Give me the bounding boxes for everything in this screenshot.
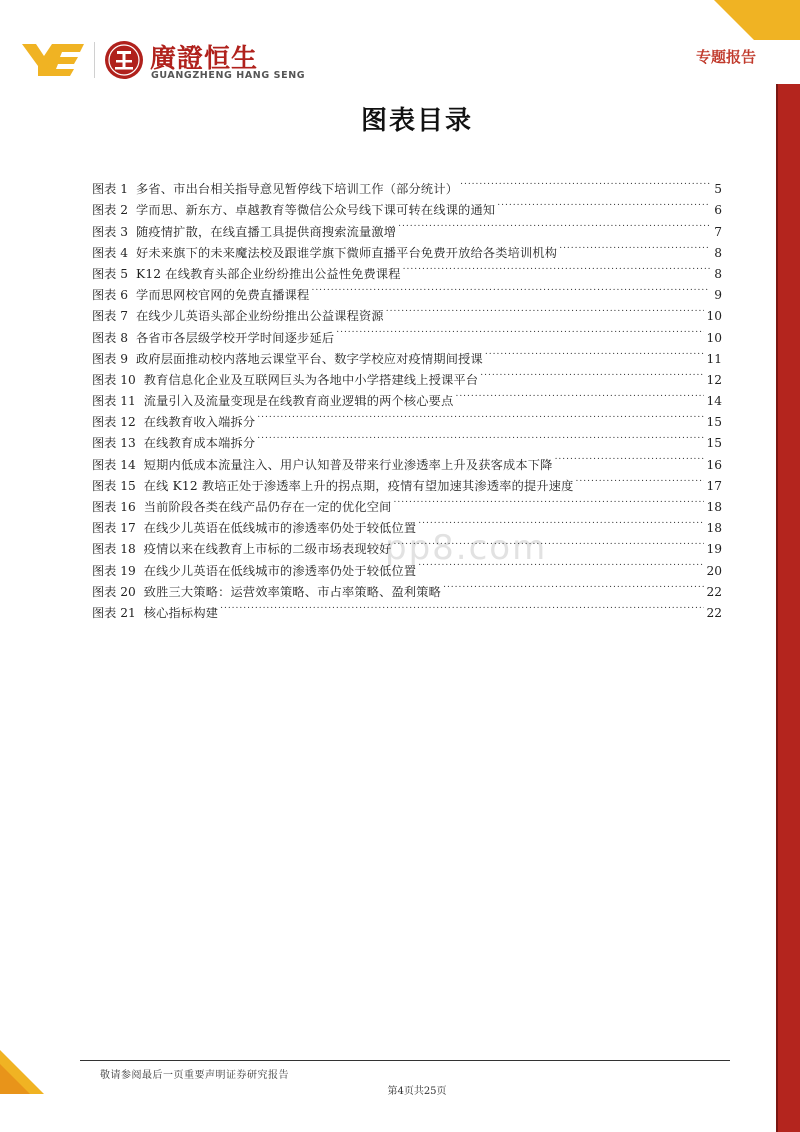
toc-entry-title: 当前阶段各类在线产品仍存在一定的优化空间 [143, 500, 392, 514]
toc-entry[interactable] [92, 172, 722, 197]
logo-divider [94, 42, 95, 78]
toc-entry-label: 图表 3 [92, 224, 129, 239]
toc-entry-label: 图表 10 [92, 372, 136, 387]
toc-entry-page: 22 [706, 584, 722, 599]
toc-leader-dots [555, 447, 705, 468]
toc-entry-title: 疫情以来在线教育上市标的二级市场表现较好 [143, 542, 392, 557]
toc-entry-title: 在线少儿英语在低线城市的渗透率仍处于较低位置 [143, 521, 417, 536]
toc-entry-title: 在线少儿英语头部企业纷纷推出公益课程资源 [136, 309, 384, 324]
figure-index-list [92, 172, 722, 620]
toc-entry-title: 学而思、新东方、卓越教育等微信公众号线下课可转在线课的通知 [136, 203, 496, 218]
toc-entry-label: 图表 1 [92, 182, 129, 197]
footer-disclaimer: 敬请参阅最后一页重要声明证券研究报告 [100, 1070, 289, 1081]
watermark: pp8.com [385, 528, 548, 568]
toc-entry-page: 10 [706, 309, 722, 324]
toc-entry-title: 流量引入及流量变现是在线教育商业逻辑的两个核心要点 [143, 394, 454, 409]
toc-entry-page: 6 [714, 203, 722, 218]
toc-leader-dots [576, 469, 705, 490]
toc-leader-dots [485, 342, 705, 363]
toc-entry-page: 8 [714, 245, 722, 260]
toc-entry-page: 5 [714, 182, 722, 197]
toc-entry-page: 7 [714, 224, 722, 239]
toc-entry-page: 12 [706, 372, 722, 387]
toc-entry-label: 图表 18 [92, 542, 136, 557]
toc-entry-label: 图表 19 [92, 563, 136, 578]
toc-entry-page: 11 [706, 351, 722, 366]
toc-entry-page: 15 [706, 415, 722, 430]
toc-entry-title: 多省、市出台相关指导意见暂停线下培训工作（部分统计） [136, 182, 459, 197]
toc-entry-label: 图表 2 [92, 203, 129, 218]
brand-name-english: GUANGZHENG HANG SENG [151, 70, 306, 81]
page-title: 图表目录 [360, 106, 473, 136]
toc-leader-dots [460, 172, 710, 193]
toc-entry-page: 8 [714, 266, 722, 281]
toc-entry-label: 图表 21 [92, 605, 136, 620]
toc-entry-label: 图表 9 [92, 351, 129, 366]
toc-leader-dots [257, 426, 704, 447]
toc-leader-dots [257, 405, 704, 426]
toc-entry-label: 图表 17 [92, 521, 136, 536]
toc-entry-title: 短期内低成本流量注入、用户认知普及带来行业渗透率上升及获客成本下降 [143, 457, 553, 472]
toc-entry-page: 14 [706, 394, 722, 409]
toc-leader-dots [336, 320, 704, 341]
toc-entry-title: 核心指标构建 [143, 605, 219, 620]
report-type-label: 专题报告 [696, 48, 757, 66]
toc-leader-dots [403, 257, 710, 278]
sidebar-stripe [778, 84, 800, 1132]
toc-leader-dots [497, 193, 710, 214]
toc-leader-dots [311, 278, 710, 299]
toc-entry-title: 学而思网校官网的免费直播课程 [136, 288, 310, 303]
toc-entry-page: 10 [706, 330, 722, 345]
toc-leader-dots [220, 596, 704, 617]
toc-leader-dots [443, 575, 704, 596]
toc-entry-page: 17 [706, 478, 722, 493]
toc-entry-label: 图表 6 [92, 288, 129, 303]
toc-entry-title: 各省市各层级学校开学时间逐步延后 [136, 330, 335, 345]
toc-entry-title: 在线教育成本端拆分 [143, 436, 256, 451]
toc-entry-page: 18 [706, 500, 722, 514]
toc-entry-page: 18 [706, 521, 722, 536]
toc-entry-page: 19 [706, 542, 722, 557]
toc-leader-dots [455, 384, 704, 405]
toc-entry-title: 好未来旗下的未来魔法校及跟谁学旗下微师直播平台免费开放给各类培训机构 [136, 245, 558, 260]
toc-entry-page: 16 [706, 457, 722, 472]
toc-entry-page: 15 [706, 436, 722, 451]
toc-leader-dots [394, 490, 705, 511]
toc-entry-title: 在线少儿英语在低线城市的渗透率仍处于较低位置 [143, 563, 417, 578]
toc-entry-label: 图表 16 [92, 500, 136, 514]
seal-logo-icon [104, 40, 144, 80]
toc-entry-label: 图表 15 [92, 478, 136, 493]
toc-entry-label: 图表 11 [92, 394, 136, 409]
toc-entry-label: 图表 7 [92, 309, 129, 324]
toc-entry-label: 图表 4 [92, 245, 129, 260]
toc-entry-label: 图表 5 [92, 266, 129, 281]
toc-entry-title: 在线教育收入端拆分 [143, 415, 256, 430]
toc-leader-dots [418, 511, 704, 532]
toc-entry-page: 9 [714, 288, 722, 303]
corner-decoration-icon [714, 0, 800, 40]
toc-leader-dots [394, 532, 705, 553]
toc-entry-page: 22 [706, 605, 722, 620]
toc-leader-dots [480, 363, 704, 384]
toc-entry-page: 20 [706, 563, 722, 578]
toc-entry-label: 图表 12 [92, 415, 136, 430]
toc-entry-title: 在线 K12 教培正处于渗透率上升的拐点期，疫情有望加速其渗透率的提升速度 [143, 478, 574, 493]
toc-leader-dots [398, 214, 710, 235]
toc-entry-label: 图表 8 [92, 330, 129, 345]
toc-leader-dots [386, 299, 705, 320]
toc-entry-title: 教育信息化企业及互联网巨头为各地中小学搭建线上授课平台 [143, 372, 479, 387]
toc-entry-label: 图表 14 [92, 457, 136, 472]
ye-logo-icon [22, 40, 84, 80]
page-number: 第4页共25页 [387, 1086, 447, 1097]
toc-leader-dots [418, 553, 704, 574]
toc-leader-dots [559, 236, 710, 257]
brand-name: 廣證恒生 [150, 44, 259, 74]
toc-entry-title: 政府层面推动校内落地云课堂平台、数字学校应对疫情期间授课 [136, 351, 483, 366]
footer-divider [80, 1060, 730, 1061]
toc-entry-title: K12 在线教育头部企业纷纷推出公益性免费课程 [136, 266, 401, 281]
toc-entry-label: 图表 20 [92, 584, 136, 599]
toc-entry-label: 图表 13 [92, 436, 136, 451]
toc-entry-title: 随疫情扩散，在线直播工具提供商搜索流量激增 [136, 224, 397, 239]
toc-entry-title: 致胜三大策略：运营效率策略、市占率策略、盈利策略 [143, 584, 442, 599]
